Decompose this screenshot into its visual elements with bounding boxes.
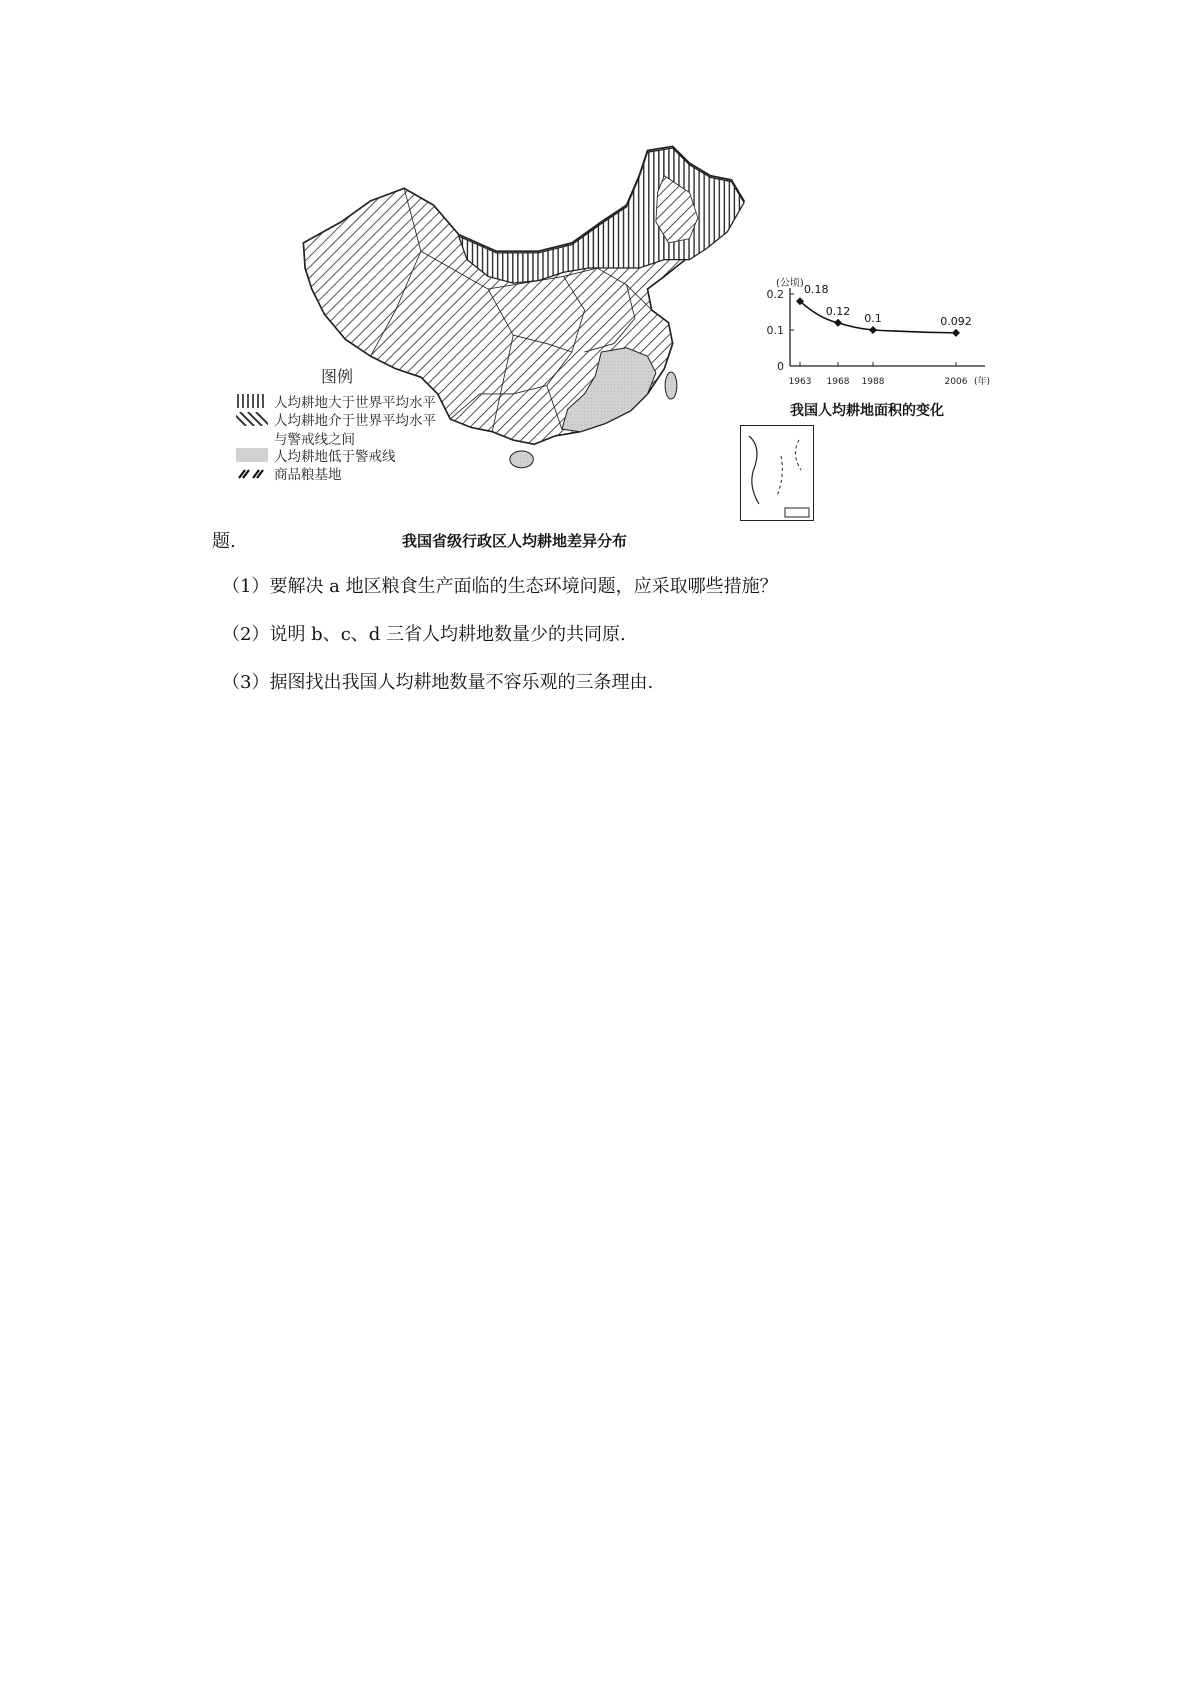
data-point	[952, 329, 960, 337]
legend-label-below-warning: 人均耕地低于警戒线	[274, 449, 396, 465]
question-1: （1）要解决 a 地区粮食生产面临的生态环境问题，应采取哪些措施？	[222, 576, 778, 597]
y-unit-label: (公顷)	[776, 278, 804, 289]
legend-item-above-world	[236, 392, 436, 410]
china-map	[295, 130, 765, 490]
y-tick-label: 0.1	[766, 324, 784, 337]
legend-item-below-warning	[236, 446, 396, 464]
data-point	[869, 326, 877, 334]
x-axis-unit-label: (年)	[974, 377, 991, 387]
x-tick-label: 1963	[788, 377, 812, 387]
legend-label-grain-base: 商品粮基地	[274, 467, 342, 483]
data-label: 0.092	[940, 314, 972, 328]
question-lead-char: 题.	[212, 531, 236, 552]
question-3: （3）据图找出我国人均耕地数量不容乐观的三条理由.	[222, 672, 654, 693]
x-tick-label: 1988	[861, 377, 885, 387]
data-label: 0.1	[864, 312, 882, 325]
data-label: 0.12	[825, 304, 851, 318]
legend-label-between-cont: 与警戒线之间	[274, 432, 355, 448]
north-belt-region	[459, 148, 744, 283]
legend-label-above-world: 人均耕地大于世界平均水平	[274, 395, 436, 411]
data-label: 0.18	[804, 283, 829, 297]
map-caption: 我国省级行政区人均耕地差异分布	[402, 532, 628, 550]
figure-map-and-chart	[0, 0, 1200, 560]
vertical-hatch-icon	[236, 394, 268, 408]
diagonal-hatch-icon	[236, 412, 268, 426]
x-tick-label: 2006	[944, 377, 968, 387]
dotted-gray-icon	[236, 448, 268, 462]
data-point	[834, 319, 842, 327]
legend-label-between: 人均耕地介于世界平均水平	[274, 413, 436, 429]
grain-base-icon	[236, 466, 268, 480]
question-2: （2）说明 b、c、d 三省人均耕地数量少的共同原.	[222, 624, 626, 645]
hainan-island	[510, 451, 534, 468]
legend-title: 图例	[321, 367, 354, 386]
y-tick-label: 0.2	[766, 288, 784, 301]
chart-title: 我国人均耕地面积的变化	[790, 403, 944, 419]
x-tick-label: 1968	[826, 377, 850, 387]
legend-item-grain-base	[236, 464, 342, 482]
y-tick-label: 0	[777, 360, 784, 373]
south-china-sea-inset	[740, 425, 814, 521]
taiwan-island	[665, 372, 677, 399]
legend-item-between	[236, 410, 436, 428]
